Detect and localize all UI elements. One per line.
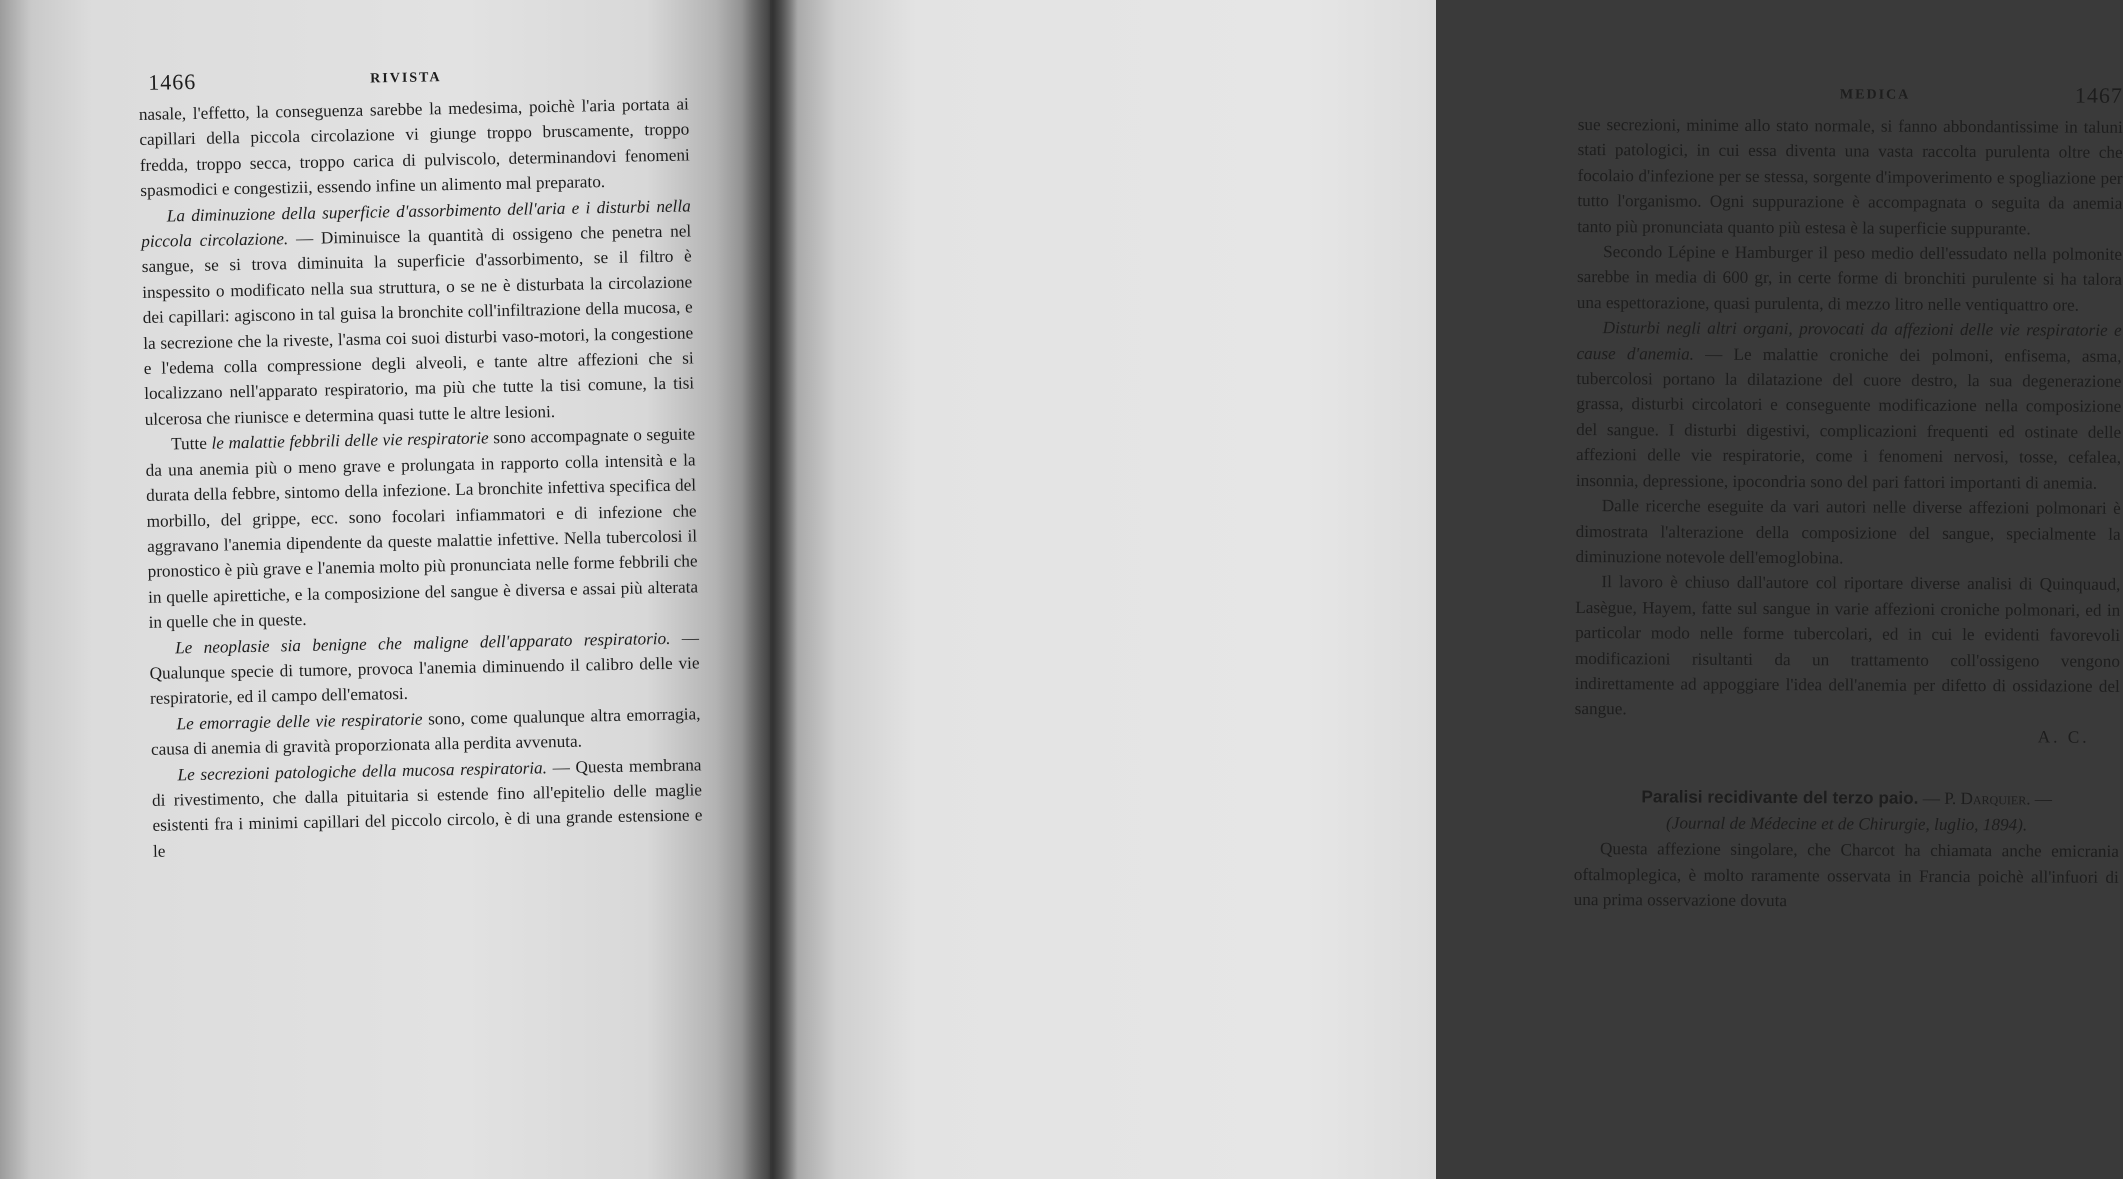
right-paragraph-5-text: Il lavoro è chiuso dall'autore col riportare diverse analisi di Quinquaud, Lasègue, Hayem, fatte sul sangue in varie affezioni croniche polmonari, ed in particolar modo nelle forme tubercolari, ed in cui le evidenti favorevoli modificazioni risultanti da un trattamento coll'ossigeno vengono indirettamente ad appoggiare l'idea dell'anemia per difetto di ossidazione del sangue. [1574,572,2121,719]
right-paragraph-3 [1576,315,2122,496]
left-paragraph-5-text: sono, come qualunque altra emorragia, causa di anemia di gravità proporzionata alla perdita avvenuta. [150,704,701,760]
right-paragraph-4-text: Dalle ricerche eseguite da vari autori nelle diverse affezioni polmonari è dimostrata l'alterazione della composizione del sangue, specialmente la diminuzione notevole dell'emoglobina. [1575,496,2121,568]
left-column [138,59,703,864]
signature-line [1575,722,2120,750]
right-page-number: 1467 [2074,82,2123,108]
article-source: (Journal de Médecine et de Chirurgie, luglio, 1894). [1665,813,2028,835]
left-paragraph-2 [141,193,695,432]
right-running-title: MEDICA [1839,87,1911,103]
article-author: — P. Darquier. — [1922,788,2053,809]
right-paragraph-1 [1577,112,2123,242]
left-body-text [139,91,704,864]
right-paragraph-4 [1575,493,2120,572]
left-paragraph-3-lead: Tutte [171,433,212,454]
left-running-title: RIVISTA [370,70,442,87]
signature: A. C. [2037,727,2090,747]
right-paragraph-5 [1575,569,2121,724]
right-paragraph-3-text: — Le malattie croniche dei polmoni, enfisema, asma, tubercolosi portano la dilatazione del cuore destro, la sua degenerazione grassa, disturbi circolatori e conseguente modificazione nella composizione del sangue. I disturbi digestivi, complicazioni frequenti ed ostinate delle affezioni delle vie respiratorie, come i fenomeni nervosi, tosse, cefalea, insonnia, depressione, ipocondria sono del pari fattori importanti di anemia. [1575,344,2122,493]
left-paragraph-4-heading: Le neoplasie sia benigne che maligne dell'apparato respiratorio. [174,628,671,657]
left-paragraph-6-heading: Le secrezioni patologiche della mucosa respiratoria. [177,757,548,784]
right-paragraph-2 [1577,239,2122,318]
right-column [1574,80,2123,915]
left-paragraph-3 [145,422,699,636]
right-running-head [1578,80,2123,115]
left-paragraph-6 [151,752,703,864]
left-paragraph-2-heading: La diminuzione della superficie d'assorbimento dell'aria e i disturbi nella piccola circolazione. [141,196,691,251]
left-paragraph-4-text: — Qualunque specie di tumore, provoca l'anemia diminuendo il calibro delle vie respiratorie, ed il campo dell'ematosi. [149,627,700,709]
left-paragraph-6-text: — Questa membrana di rivestimento, che dalla pituitaria si estende fino all'epitelio delle maglie esistenti fra i minimi capillari del piccolo circolo, è di una grande estensione e le [151,754,703,861]
left-paragraph-3-italic: le malattie febbrili delle vie respiratorie [211,428,489,453]
right-paragraph-1-text: sue secrezioni, minime allo stato normale, si fanno abbondantissime in taluni stati patologici, in cui essa diventa una vasta raccolta purulenta oltre che focolaio d'infezione per se stessa, sorgente d'impoverimento e spogliazione per tutto l'organismo. Ogni suppurazione è accompagnata o seguita da anemia tanto più pronunciata quanto più estesa è la superficie suppurante. [1577,114,2123,238]
article-body [1574,836,2119,915]
article-title: Paralisi recidivante del terzo paio. [1641,786,1919,808]
left-page [0,0,770,1179]
left-paragraph-3-text: sono accompagnate o seguite da una anemia più o meno grave e prolungata in rapporto colla intensità e la durata della febbre, sintomo della infezione. La bronchite infettiva specifica del morbillo, del grippe, ecc. sono focolari infiammatori e di infezione che aggravano l'anemia dipendente da queste malattie infettive. Nella tubercolosi il pronostico è più grave e l'anemia molto più pronunciata nelle forme febbrili che in quelle apirettiche, e la composizione del sangue è diversa e assai più alterata in quelle che in queste. [145,424,699,633]
left-paragraph-1 [139,91,691,203]
article-header [1574,783,2119,839]
left-paragraph-5-heading: Le emorragie delle vie respiratorie [176,709,423,734]
article-body-text: Questa affezione singolare, che Charcot ha chiamata anche emicrania oftalmoplegica, è molto raramente osservata in Francia poichè all'infuori di una prima osservazione dovuta [1573,839,2120,911]
left-paragraph-1-text: nasale, l'effetto, la conseguenza sarebbe la medesima, poichè l'aria portata ai capillari della piccola circolazione vi giunge troppo bruscamente, troppo fredda, troppo secca, troppo carica di pulviscolo, determinandovi fenomeni spasmodici e congestizii, essendo infine un alimento mal preparato. [138,94,690,201]
left-page-number: 1466 [147,68,197,95]
right-body-text [1574,112,2123,915]
left-paragraph-2-text: — Diminuisce la quantità di ossigeno che penetra nel sangue, se si trova diminuita la superficie d'assorbimento, se il filtro è inspessito o modificato nella sua struttura, o se ne è disturbata la circolazione dei capillari: agiscono in tal guisa la bronchite coll'infiltrazione della mucosa, e la secrezione che la riveste, l'asma coi suoi disturbi vaso-motori, la congestione e l'edema colla compressione degli alveoli, e tante altre affezioni che si localizzano nell'apparato respiratorio, ma più che tutte la tisi comune, la tisi ulcerosa che riunisce e determina quasi tutte le altre lesioni. [141,221,695,429]
right-page [770,0,2123,1179]
right-paragraph-3-heading: Disturbi negli altri organi, provocati da affezioni delle vie respiratorie e cause d'anemia. [1576,318,2122,364]
left-paragraph-4 [149,625,700,712]
right-paragraph-2-text: Secondo Lépine e Hamburger il peso medio dell'essudato nella polmonite sarebbe in media di 600 gr, in certe forme di bronchiti purulente si ha talora una espettorazione, quasi purulenta, di mezzo litro nelle ventiquattro ore. [1576,242,2123,315]
